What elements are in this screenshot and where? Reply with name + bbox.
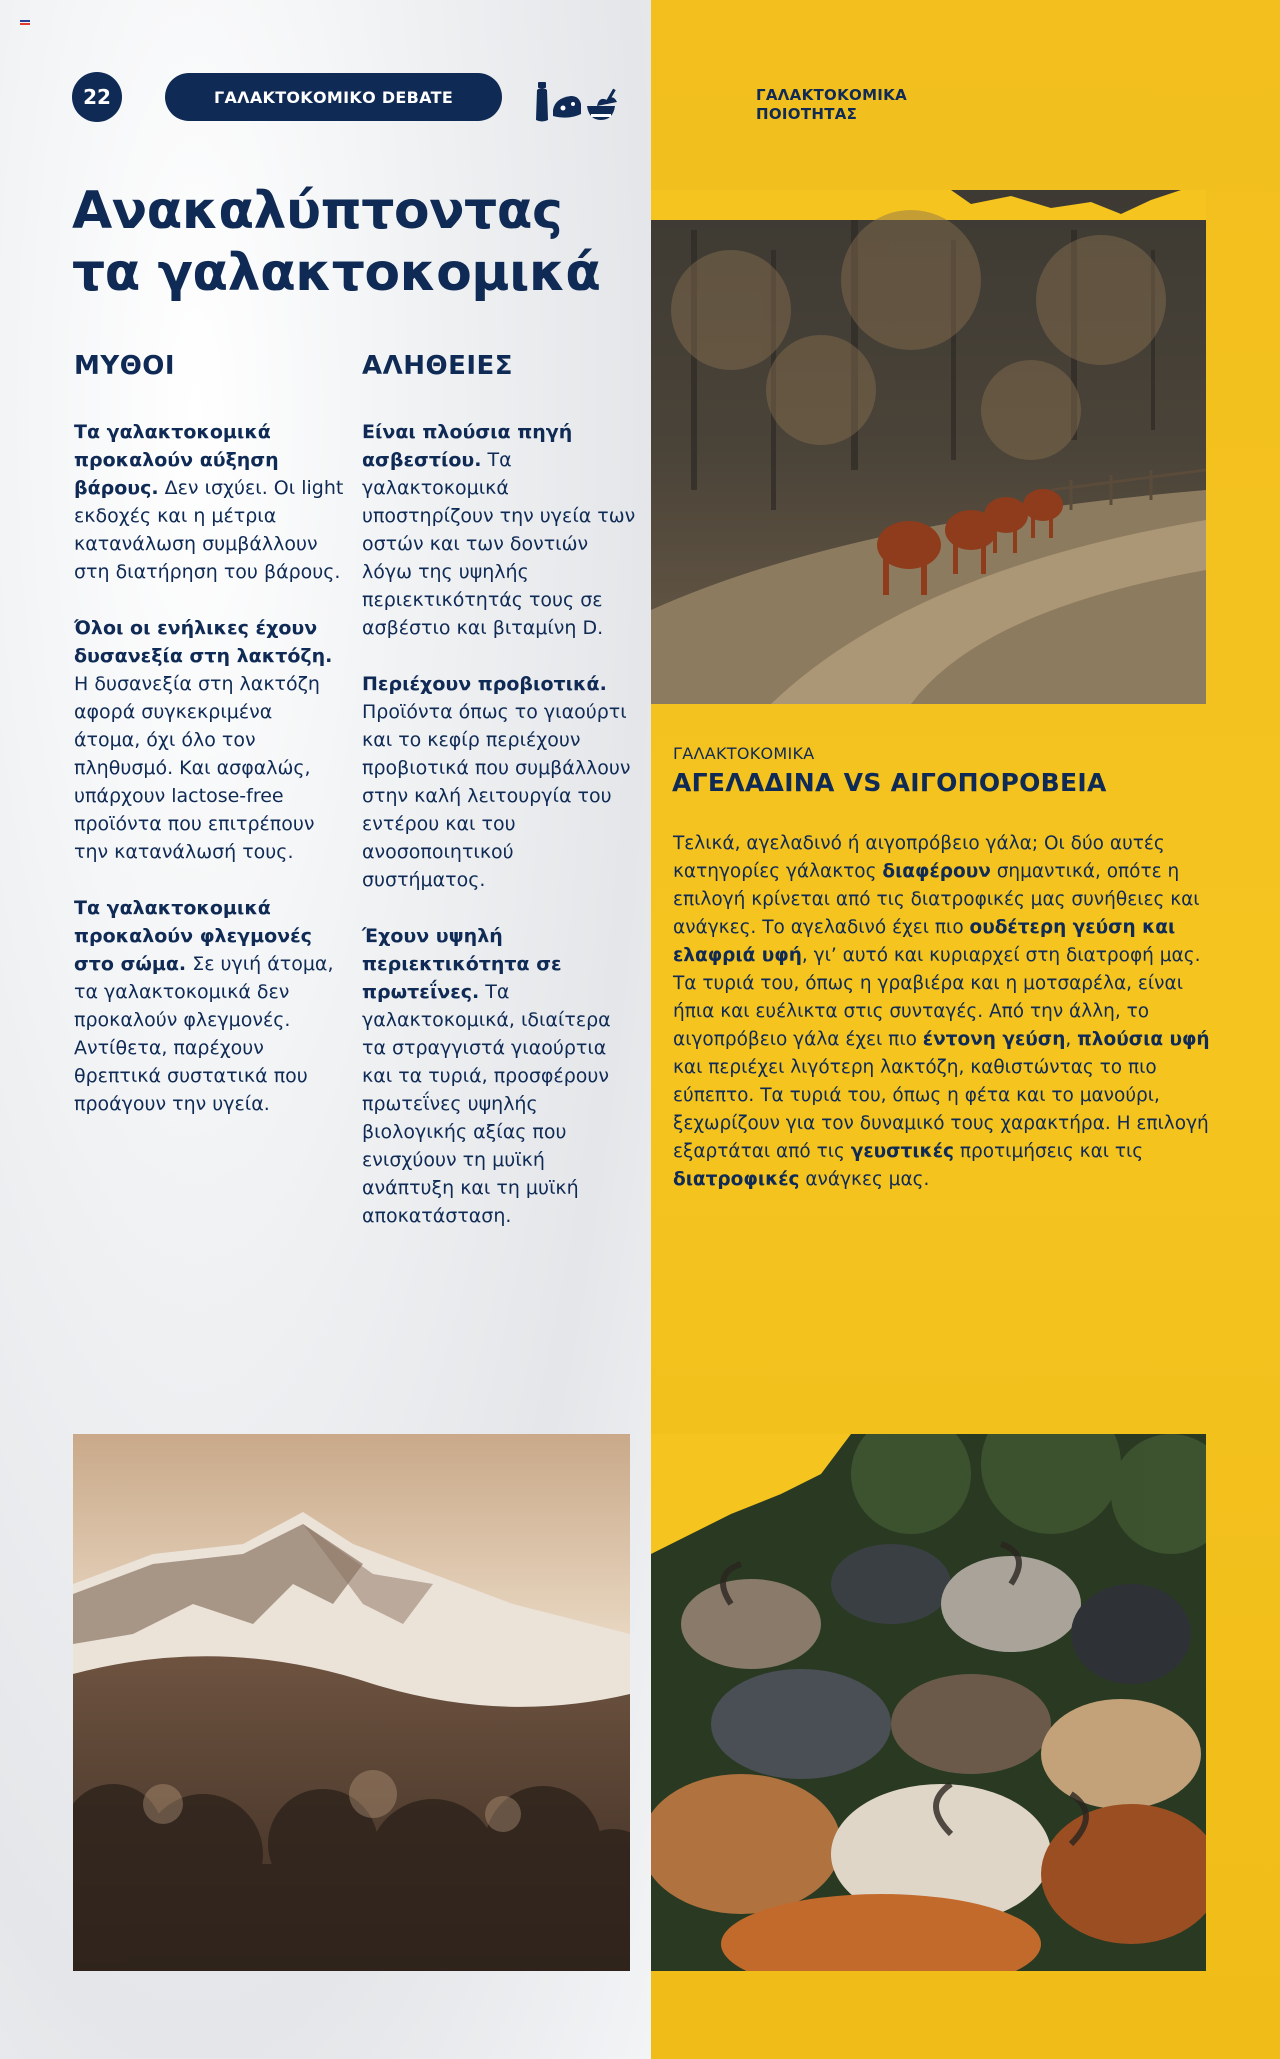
quality-label: ΓΑΛΑΚΤΟΚΟΜΙΚΑ ΠΟΙΟΤΗΤΑΣ — [756, 86, 908, 123]
yogurt-bowl-icon — [587, 89, 617, 120]
dairy-icons — [535, 80, 635, 124]
truths-heading: ΑΛΗΘΕΙΕΣ — [362, 351, 514, 381]
section-pill: ΓΑΛΑΚΤΟΚΟΜΙΚΟ DEBATE — [165, 73, 502, 121]
myth-item: Όλοι οι ενήλικες έχουν δυσανεξία στη λακτόζη. Η δυσανεξία στη λακτόζη αφορά συγκεκριμένα άτομα, όχι όλο τον πληθυσμό. Και ασφαλώς, υπάρχουν lactose-free προϊόντα που επιτρέπουν την κατανάλωσή τους. — [74, 617, 333, 863]
myth-item: Τα γαλακτοκομικά προκαλούν φλεγμονές στο σώμα. Σε υγιή άτομα, τα γαλακτοκομικά δεν προκαλούν φλεγμονές. Αντίθετα, παρέχουν θρεπτικά συστατικά που προάγουν την υγεία. — [74, 897, 334, 1115]
truth-item: Είναι πλούσια πηγή ασβεστίου. Τα γαλακτοκομικά υποστηρίζουν την υγεία των οστών και των δοντιών λόγω της υψηλής περιεκτικότητάς τους σε ασβέστιο και βιταμίνη D. — [362, 421, 636, 639]
myths-column — [74, 348, 344, 1146]
myths-heading: ΜΥΘΟΙ — [74, 351, 176, 381]
truth-item: Έχουν υψηλή περιεκτικότητα σε πρωτεΐνες. Τα γαλακτοκομικά, ιδιαίτερα τα στραγγιστά γιαούρτια και τα τυριά, προσφέρουν πρωτεΐνες υψηλής βιολογικής αξίας που ενισχύουν τη μυϊκή ανάπτυξη και τη μυϊκή αποκατάσταση. — [362, 925, 611, 1227]
page-title: Ανακαλύπτοντας τα γαλακτοκομικά — [72, 181, 601, 303]
comparison-title: ΑΓΕΛΑΔΙΝΑ VS ΑΙΓΟΠΟΡΟΒΕΙΑ — [672, 768, 1107, 797]
truths-column — [362, 348, 637, 1258]
goats-photo — [651, 1434, 1206, 1971]
milk-bottle-icon — [536, 82, 548, 122]
comparison-kicker: ΓΑΛΑΚΤΟΚΟΜΙΚΑ — [673, 744, 815, 763]
cows-photo — [651, 190, 1206, 704]
comparison-body: Τελικά, αγελαδινό ή αιγοπρόβειο γάλα; Οι δύο αυτές κατηγορίες γάλακτος διαφέρουν σημαντικά, οπότε η επιλογή κρίνεται από τις διατροφικές μας συνήθειες και ανάγκες. Το αγελαδινό έχει πιο ουδέτερη γεύση και ελαφριά υφή, γι’ αυτό και κυριαρχεί στη διατροφή μας. Τα τυριά του, όπως η γραβιέρα και η μοτσαρέλα, είναι ήπια και ευέλικτα στις συνταγές. Από την άλλη, το αιγοπρόβειο γάλα έχει πιο έντονη γεύση, πλούσια υφή και περιέχει λιγότερη λακτόζη, καθιστώντας το πιο εύπεπτο. Τα τυριά του, όπως η φέτα και το μανούρι, ξεχωρίζουν για τον δυναμικό τους χαρακτήρα. Η επιλογή εξαρτάται από τις γευστικές προτιμήσεις και τις διατροφικές ανάγκες μας. — [673, 833, 1210, 1190]
cheese-icon — [553, 96, 581, 118]
truth-item: Περιέχουν προβιοτικά. Προϊόντα όπως το γιαούρτι και το κεφίρ περιέχουν προβιοτικά που συμβάλλουν στην καλή λειτουργία του εντέρου και του ανοσοποιητικού συστήματος. — [362, 673, 631, 891]
mountain-photo — [73, 1434, 630, 1971]
myth-item: Τα γαλακτοκομικά προκαλούν αύξηση βάρους. Δεν ισχύει. Οι light εκδοχές και η μέτρια κατανάλωση συμβάλλουν στη διατήρηση του βάρους. — [74, 421, 344, 583]
language-flag-icon — [20, 20, 30, 27]
page-number: 22 — [72, 72, 122, 122]
